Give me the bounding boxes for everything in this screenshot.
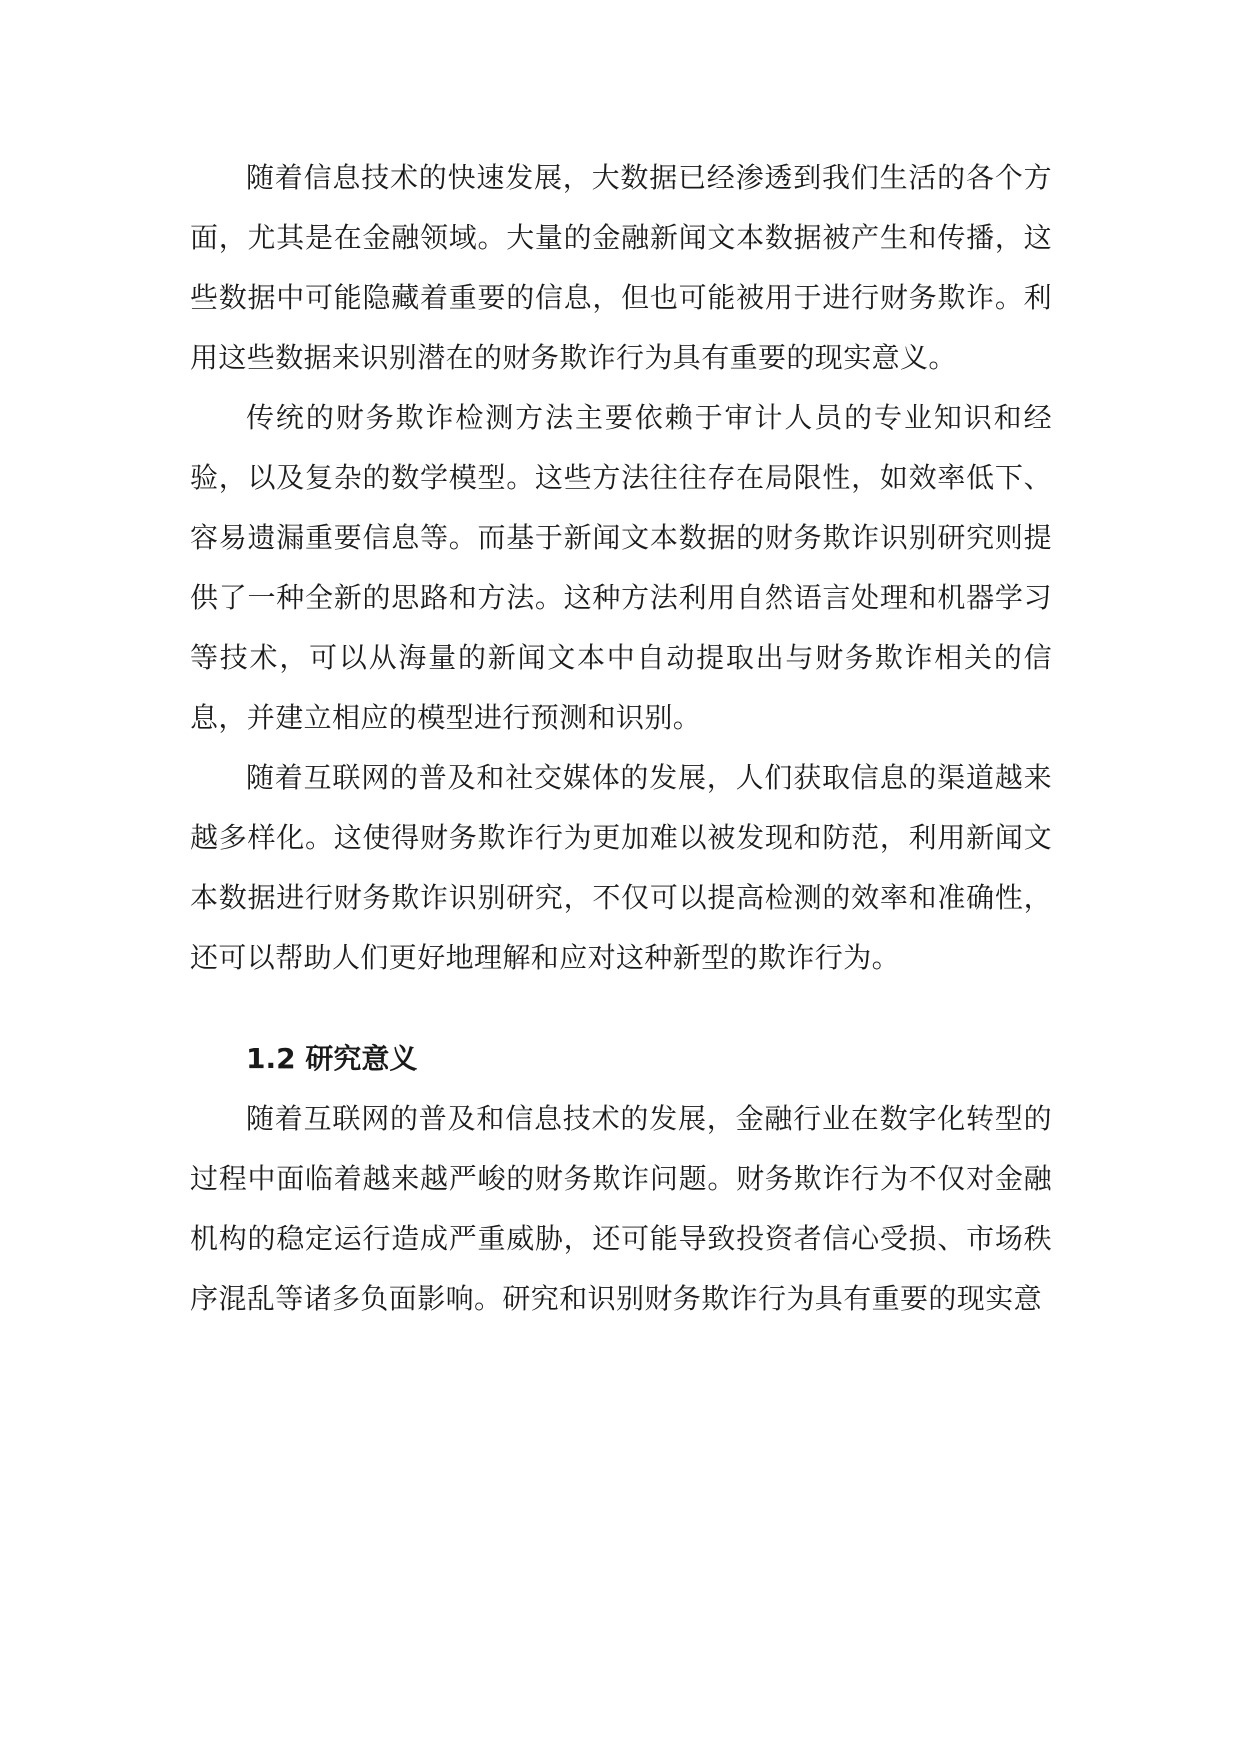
body-paragraph: 随着互联网的普及和社交媒体的发展，人们获取信息的渠道越来越多样化。这使得财务欺诈行为更加难以被发现和防范，利用新闻文本数据进行财务欺诈识别研究，不仅可以提高检测的效率和准确性，还可以帮助人们更好地理解和应对这种新型的欺诈行为。 (190, 761, 1052, 974)
body-paragraph: 传统的财务欺诈检测方法主要依赖于审计人员的专业知识和经验，以及复杂的数学模型。这些方法往往存在局限性，如效率低下、容易遗漏重要信息等。而基于新闻文本数据的财务欺诈识别研究则提供了一种全新的思路和方法。这种方法利用自然语言处理和机器学习等技术，可以从海量的新闻文本中自动提取出与财务欺诈相关的信息，并建立相应的模型进行预测和识别。 (190, 401, 1052, 734)
document-page (190, 148, 1052, 1329)
body-paragraph: 随着互联网的普及和信息技术的发展，金融行业在数字化转型的过程中面临着越来越严峻的财务欺诈问题。财务欺诈行为不仅对金融机构的稳定运行造成严重威胁，还可能导致投资者信心受损、市场秩序混乱等诸多负面影响。研究和识别财务欺诈行为具有重要的现实意 (190, 1102, 1052, 1315)
body-paragraph: 随着信息技术的快速发展，大数据已经渗透到我们生活的各个方面，尤其是在金融领域。大量的金融新闻文本数据被产生和传播，这些数据中可能隐藏着重要的信息，但也可能被用于进行财务欺诈。利用这些数据来识别潜在的财务欺诈行为具有重要的现实意义。 (190, 161, 1052, 374)
section-heading: 1.2 研究意义 (246, 1042, 418, 1075)
